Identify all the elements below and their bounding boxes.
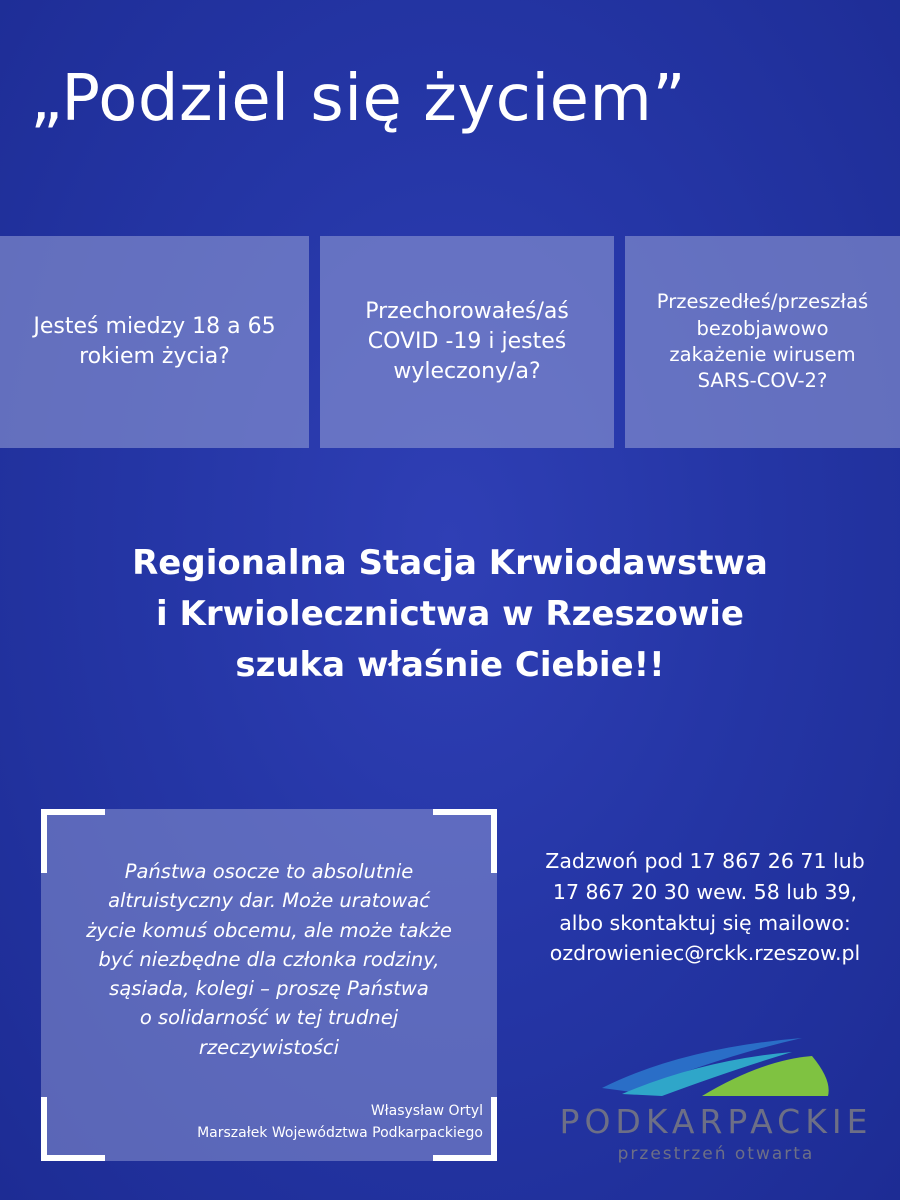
panel-line: COVID -19 i jesteś	[367, 329, 567, 355]
contact-email: ozdrowieniec@rckk.rzeszow.pl	[549, 941, 861, 966]
logo-swoosh-icon	[592, 1030, 832, 1100]
question-panel-age	[0, 236, 309, 448]
podkarpackie-logo	[540, 1030, 890, 1170]
page-title: „Podziel się życiem”	[30, 62, 686, 136]
quote-line: rzeczywistości	[198, 1035, 340, 1059]
panel-line: Przeszedłeś/przeszłaś	[656, 290, 869, 314]
contact-line: albo skontaktuj się mailowo:	[559, 910, 851, 935]
contact-info	[510, 846, 900, 969]
quote-box	[41, 809, 497, 1161]
panel-line: rokiem życia?	[79, 344, 230, 369]
panel-line: Przechorowałeś/aś	[365, 299, 569, 325]
panel-line: bezobjawowo	[696, 316, 829, 340]
quote-line: Państwa osocze to absolutnie	[124, 860, 414, 883]
quote-author: Własysław Ortyl	[370, 1103, 483, 1119]
headline-line: Regionalna Stacja Krwiodawstwa	[132, 543, 768, 583]
quote-line: o solidarność w tej trudnej	[139, 1006, 399, 1030]
logo-name: PODKARPACKIE	[559, 1102, 873, 1141]
panel-line: SARS-COV-2?	[697, 369, 828, 393]
quote-line: altruistyczny dar. Może uratować	[108, 889, 430, 913]
headline-line: i Krwiolecznictwa w Rzeszowie	[156, 594, 744, 634]
quote-author-title: Marszałek Województwa Podkarpackiego	[197, 1124, 483, 1141]
panel-line: wyleczony/a?	[393, 358, 541, 384]
logo-tagline: przestrzeń otwarta	[617, 1144, 815, 1164]
question-panels	[0, 236, 900, 448]
headline	[0, 538, 900, 691]
question-panel-covid	[320, 236, 614, 448]
question-panel-asymptomatic	[625, 236, 900, 448]
panel-line: zakażenie wirusem	[669, 343, 856, 366]
quote-line: życie komuś obcemu, ale może także	[86, 918, 452, 942]
quote-text	[55, 857, 483, 1062]
headline-line: szuka właśnie Ciebie!!	[235, 645, 665, 685]
quote-line: sąsiada, kolegi – proszę Państwa	[109, 977, 429, 1000]
panel-line: Jesteś miedzy 18 a 65	[33, 314, 276, 340]
contact-line: 17 867 20 30 wew. 58 lub 39,	[552, 879, 858, 904]
quote-line: być niezbędne dla członka rodziny,	[98, 947, 440, 971]
contact-line: Zadzwoń pod 17 867 26 71 lub	[545, 849, 865, 873]
quote-signature	[83, 1101, 483, 1144]
